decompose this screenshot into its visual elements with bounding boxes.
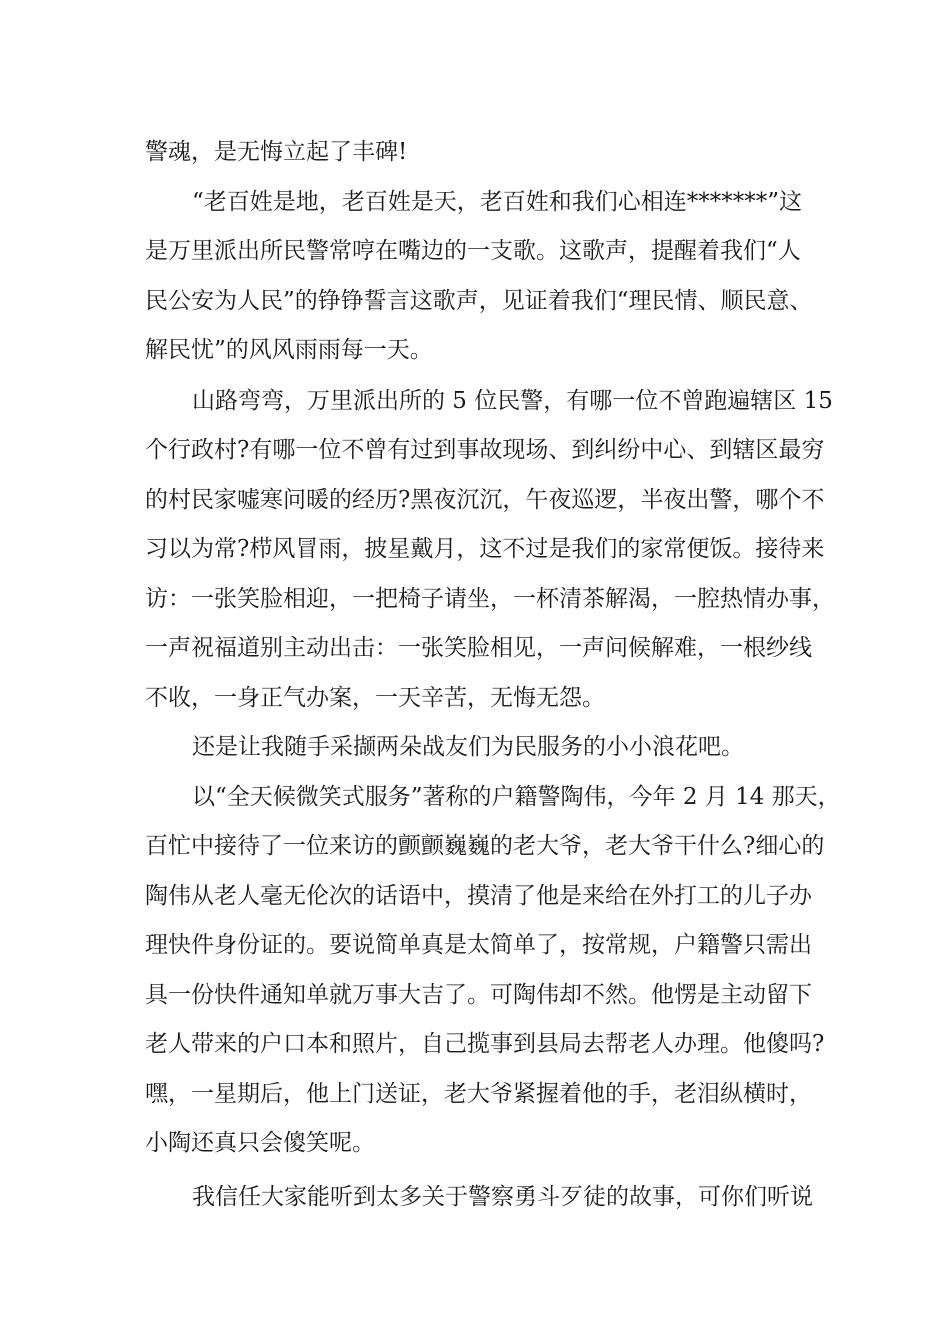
paragraph-5-line-5: 具一份快件通知单就万事大吉了。可陶伟却不然。他愣是主动留下	[145, 982, 812, 1008]
paragraph-5-line-1: 以“全天候微笑式服务”著称的户籍警陶伟，今年 2 月 14 那天，	[192, 784, 841, 810]
paragraph-3-line-7: 不收，一身正气办案，一天辛苦，无悔无怨。	[145, 685, 605, 711]
paragraph-3-line-4: 习以为常?栉风冒雨，披星戴月，这不过是我们的家常便饭。接待来	[145, 536, 825, 562]
paragraph-5-line-2: 百忙中接待了一位来访的颤颤巍巍的老大爷，老大爷干什么?细心的	[145, 833, 825, 859]
paragraph-5-line-8: 小陶还真只会傻笑呢。	[145, 1130, 375, 1156]
paragraph-4-line-1: 还是让我随手采撷两朵战友们为民服务的小小浪花吧。	[192, 734, 744, 760]
paragraph-1-line-1: 警魂，是无悔立起了丰碑!	[145, 139, 408, 165]
paragraph-2-line-4: 解民忧”的风风雨雨每一天。	[145, 337, 433, 363]
paragraph-5-line-7: 嘿，一星期后，他上门送证，老大爷紧握着他的手，老泪纵横时，	[145, 1081, 812, 1107]
paragraph-5-line-6: 老人带来的户口本和照片，自己揽事到县局去帮老人办理。他傻吗?	[145, 1031, 825, 1057]
paragraph-5-line-3: 陶伟从老人毫无伦次的话语中，摸清了他是来给在外打工的儿子办	[145, 883, 812, 909]
paragraph-3-line-6: 一声祝福道别主动出击：一张笑脸相见，一声问候解难，一根纱线	[145, 635, 812, 661]
paragraph-3-line-1: 山路弯弯，万里派出所的 5 位民警，有哪一位不曾跑遍辖区 15	[192, 388, 833, 414]
paragraph-2-line-1: “老百姓是地，老百姓是天，老百姓和我们心相连*******”这	[192, 189, 803, 215]
paragraph-5-line-4: 理快件身份证的。要说简单真是太简单了，按常规，户籍警只需出	[145, 932, 812, 958]
paragraph-3-line-3: 的村民家嘘寒问暖的经历?黑夜沉沉，午夜巡逻，半夜出警，哪个不	[145, 487, 825, 513]
paragraph-2-line-3: 民公安为人民”的铮铮誓言这歌声，见证着我们“理民情、顺民意、	[145, 288, 813, 314]
paragraph-3-line-5: 访：一张笑脸相迎，一把椅子请坐，一杯清茶解渴，一腔热情办事，	[145, 586, 835, 612]
paragraph-3-line-2: 个行政村?有哪一位不曾有过到事故现场、到纠纷中心、到辖区最穷	[145, 437, 825, 463]
paragraph-2-line-2: 是万里派出所民警常哼在嘴边的一支歌。这歌声，提醒着我们“人	[145, 238, 801, 264]
paragraph-6-line-1: 我信任大家能听到太多关于警察勇斗歹徒的故事，可你们听说	[192, 1184, 813, 1210]
